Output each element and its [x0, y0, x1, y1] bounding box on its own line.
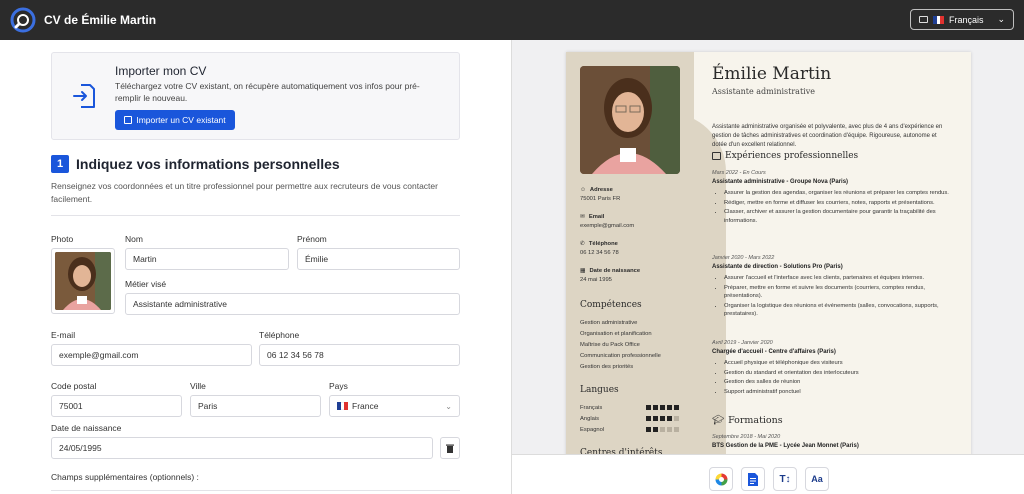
ville-input[interactable]: Paris: [190, 395, 321, 417]
cv-competence: Organisation et planification: [580, 331, 652, 337]
level-square: [674, 416, 679, 421]
palette-icon: [715, 473, 728, 486]
level-square: [646, 427, 651, 432]
cv-competence: Gestion administrative: [580, 320, 638, 326]
nom-label: Nom: [125, 234, 143, 244]
import-card: [51, 52, 460, 140]
cv-formation-title: BTS Gestion de la PME - Lycée Jean Monnet (Paris): [712, 443, 859, 449]
cv-contact-email: ✉ Email exemple@gmail.com: [580, 214, 635, 229]
cv-page: [566, 52, 971, 454]
photo-upload[interactable]: [51, 248, 115, 314]
section-description: Renseignez vos coordonnées et un titre professionnel pour permettre aux recruteurs de vous contacter facilement.: [51, 181, 438, 204]
cv-competence: Maîtrise du Pack Office: [580, 342, 640, 348]
text-size-icon: T↕: [779, 473, 791, 485]
app-logo-icon[interactable]: [10, 7, 36, 33]
pays-label: Pays: [329, 381, 348, 391]
cv-formation-dates: Septembre 2018 - Mai 2020: [712, 434, 781, 440]
cv-preview-panel: [512, 40, 1024, 454]
template-icon: [748, 473, 758, 486]
cv-competence: Gestion des priorités: [580, 364, 634, 370]
font-button[interactable]: [805, 467, 829, 491]
france-flag-icon: [933, 16, 944, 24]
phone-icon: ✆: [580, 241, 585, 247]
font-icon: Aa: [811, 474, 823, 484]
profile-photo: [55, 252, 111, 310]
cv-job-task: • Classer, archiver et assurer la gestion documentaire pour garantir la traçabilité des informations.: [724, 208, 952, 225]
level-square: [653, 427, 658, 432]
metier-input[interactable]: Assistante administrative: [125, 293, 460, 315]
level-square: [667, 416, 672, 421]
level-square: [667, 427, 672, 432]
ville-label: Ville: [190, 381, 206, 391]
cv-langue-level: [646, 416, 679, 421]
level-square: [674, 427, 679, 432]
graduation-cap-icon: 🎓︎: [712, 415, 725, 426]
photo-label: Photo: [51, 234, 74, 244]
import-description: Téléchargez votre CV existant, on récupère automatiquement vos infos pour pré-remplir le nouveau.: [115, 81, 420, 103]
naissance-label: Date de naissance: [51, 423, 122, 433]
cv-formations-title: 🎓︎ Formations: [712, 415, 783, 426]
code-postal-input[interactable]: 75001: [51, 395, 182, 417]
level-square: [674, 405, 679, 410]
cv-summary: Assistante administrative organisée et polyvalente, avec plus de 4 ans d'expérience en gestion de tâches administratives et coordination d'équipe. Rigoureuse, autonome et dotée d'un excellent relationnel.: [712, 124, 943, 148]
cv-experiences-title: Expériences professionnelles: [712, 151, 858, 161]
cv-name: Émilie Martin: [712, 64, 832, 84]
cv-competence: Communication professionnelle: [580, 353, 661, 359]
nom-input[interactable]: Martin: [125, 248, 289, 270]
pays-select[interactable]: [329, 395, 460, 417]
trash-icon: [446, 444, 454, 453]
person-icon: ☺: [580, 187, 586, 193]
france-flag-icon: [337, 402, 348, 410]
cv-job-task: • Organiser la logistique des réunions et événements (salles, convocations, supports, prestataires).: [724, 302, 952, 319]
chevron-down-icon: ⌄: [445, 401, 452, 411]
divider: [51, 215, 460, 216]
chevron-down-icon: ⌄: [997, 14, 1005, 24]
cv-job-task: • Support administratif ponctuel: [724, 388, 952, 397]
language-select[interactable]: [910, 9, 1014, 30]
level-square: [646, 416, 651, 421]
code-postal-label: Code postal: [51, 381, 97, 391]
email-label: E-mail: [51, 330, 76, 340]
metier-label: Métier visé: [125, 279, 167, 289]
cv-job-tasks: [724, 189, 952, 226]
delete-button[interactable]: [440, 437, 460, 459]
telephone-input[interactable]: 06 12 34 56 78: [259, 344, 460, 366]
cv-contact-phone: ✆ Téléphone 06 12 34 56 78: [580, 241, 619, 256]
mail-icon: ✉: [580, 214, 585, 220]
cv-contact-address: ☺ Adresse 75001 Paris FR: [580, 187, 621, 202]
cv-langue: Anglais: [580, 416, 600, 422]
cv-competences-title: Compétences: [580, 300, 642, 310]
cv-langue: Français: [580, 405, 603, 411]
cv-interets-title: Centres d'intérêts: [580, 448, 663, 454]
divider: [51, 490, 460, 491]
cv-job-title: Assistante administrative - Groupe Nova (Paris): [712, 179, 849, 185]
cv-job-title: Assistante de direction - Solutions Pro (Paris): [712, 264, 843, 270]
level-square: [660, 405, 665, 410]
import-cv-button[interactable]: [115, 110, 235, 130]
cv-role: Assistante administrative: [712, 87, 815, 96]
cv-job-tasks: [724, 359, 952, 397]
top-bar: [0, 0, 1024, 40]
cv-photo: [580, 66, 680, 174]
level-square: [660, 416, 665, 421]
level-square: [646, 405, 651, 410]
section-title: Indiquez vos informations personnelles: [76, 156, 340, 172]
preview-toolbar: [512, 454, 1024, 494]
cv-job-task: • Assurer la gestion des agendas, organiser les réunions et préparer les comptes rendus.: [724, 189, 952, 198]
cv-job-task: • Rédiger, mettre en forme et diffuser les courriers, notes, rapports et présentations.: [724, 199, 952, 208]
color-palette-button[interactable]: [709, 467, 733, 491]
keyboard-icon: [919, 16, 928, 23]
import-icon: [124, 116, 132, 124]
document-title: CV de Émilie Martin: [44, 13, 157, 27]
template-button[interactable]: [741, 467, 765, 491]
cv-langue: Espagnol: [580, 427, 605, 433]
cv-job-task: • Préparer, mettre en forme et suivre les documents (courriers, comptes rendus, présentations).: [724, 284, 952, 301]
prenom-input[interactable]: Émilie: [297, 248, 460, 270]
briefcase-icon: [712, 152, 721, 160]
telephone-label: Téléphone: [259, 330, 300, 340]
cv-langues-title: Langues: [580, 385, 619, 395]
import-button-label: Importer un CV existant: [136, 115, 226, 125]
import-file-icon: [72, 83, 96, 109]
level-square: [653, 405, 658, 410]
cv-contact-birthdate: ▦ Date de naissance 24 mai 1995: [580, 268, 641, 283]
extra-fields-label: Champs supplémentaires (optionnels) :: [51, 472, 199, 482]
pays-value: France: [352, 401, 379, 411]
cv-job-task: • Gestion du standard et orientation des interlocuteurs: [724, 369, 952, 378]
form-panel: [0, 40, 511, 494]
email-input[interactable]: exemple@gmail.com: [51, 344, 252, 366]
cv-job-dates: Mars 2022 - En Cours: [712, 170, 766, 176]
cv-job-dates: Avril 2019 - Janvier 2020: [712, 340, 773, 346]
cv-job-tasks: [724, 274, 952, 320]
cv-langue-level: [646, 405, 679, 410]
cv-job-task: • Assurer l'accueil et l'interface avec les clients, partenaires et équipes internes.: [724, 274, 952, 283]
prenom-label: Prénom: [297, 234, 327, 244]
cv-job-task: • Accueil physique et téléphonique des visiteurs: [724, 359, 952, 368]
cv-job-task: • Gestion des salles de réunion: [724, 378, 952, 387]
step-number: 1: [51, 155, 69, 173]
cv-job-title: Chargée d'accueil - Centre d'affaires (Paris): [712, 349, 836, 355]
level-square: [653, 416, 658, 421]
naissance-input[interactable]: 24/05/1995: [51, 437, 433, 459]
cv-job-dates: Janvier 2020 - Mars 2022: [712, 255, 775, 261]
language-label: Français: [949, 14, 984, 25]
import-title: Importer mon CV: [115, 64, 207, 78]
level-square: [667, 405, 672, 410]
text-size-button[interactable]: [773, 467, 797, 491]
calendar-icon: ▦: [580, 268, 586, 274]
level-square: [660, 427, 665, 432]
cv-langue-level: [646, 427, 679, 432]
